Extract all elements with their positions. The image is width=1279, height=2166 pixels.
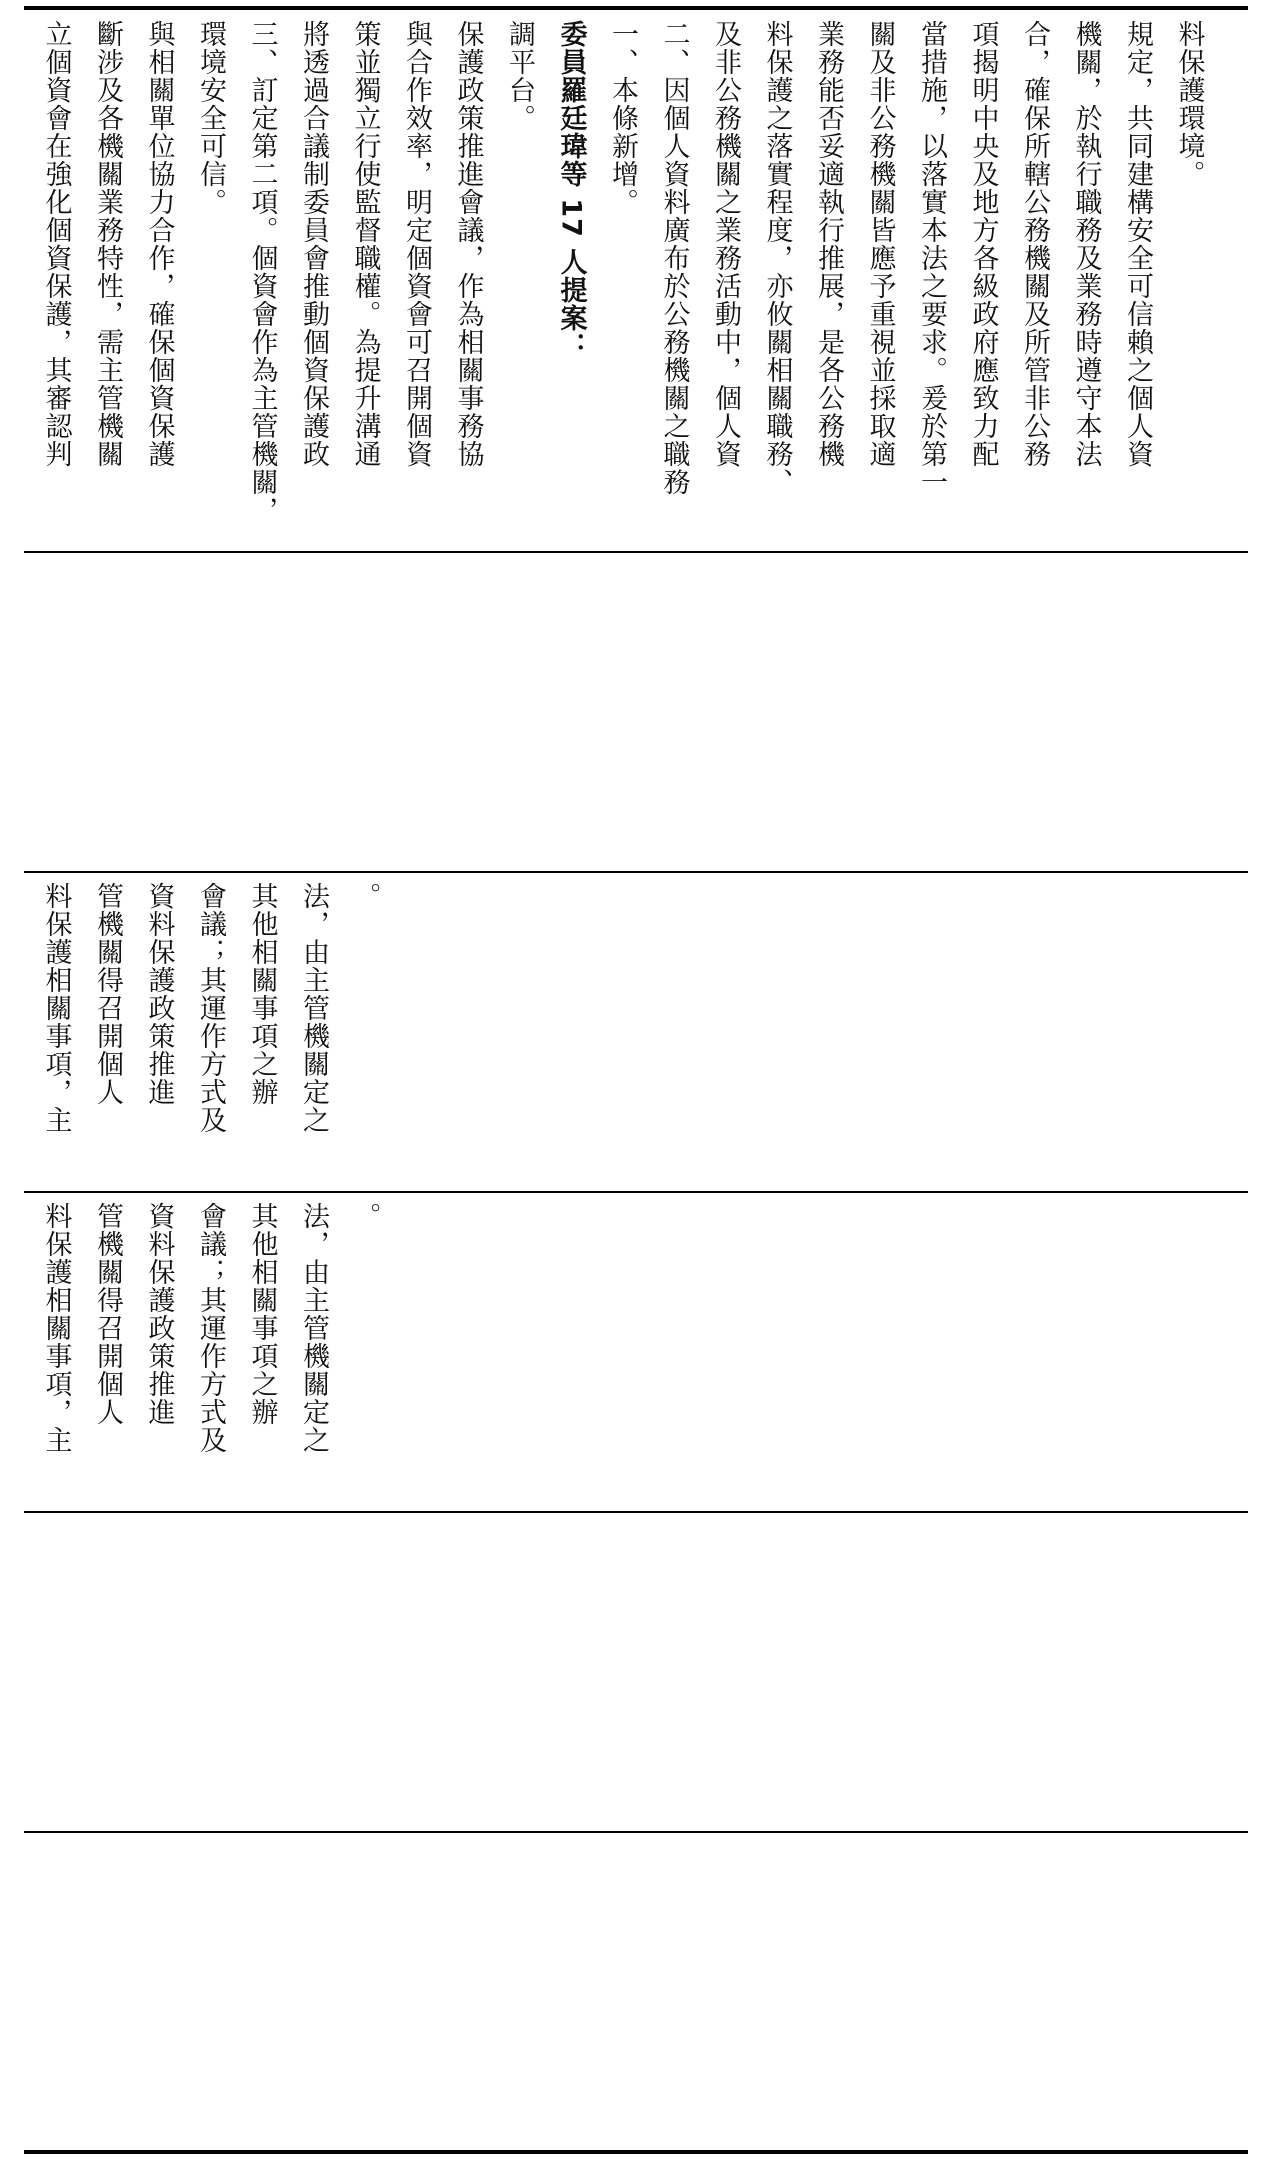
explanation-line: 一、本條新增。 <box>607 20 638 216</box>
explanation-line: 機關，於執行職務及業務時遵守本法 <box>1070 20 1102 468</box>
explanation-line: 業務能否妥適執行推展，是各公務機 <box>813 20 844 468</box>
table-bottom-border <box>24 2150 1248 2154</box>
explanation-line: 調平台。 <box>504 20 535 132</box>
explanation-line: 與合作效率，明定個資會可召開個資 <box>401 20 432 468</box>
explanation-line: 斷涉及各機關業務特性，需主管機關 <box>92 20 123 468</box>
row-divider <box>24 1831 1248 1833</box>
article-line: 其他相關事項之辦 <box>246 1202 278 1426</box>
row-divider <box>24 1191 1248 1193</box>
article-line: 法，由主管機關定之 <box>298 1202 329 1454</box>
explanation-line: 三、訂定第二項。個資會作為主管機關， <box>246 20 278 524</box>
article-line: 資料保護政策推進 <box>143 1202 175 1426</box>
explanation-line: 料保護環境。 <box>1173 20 1205 188</box>
article-line: 管機關得召開個人 <box>92 882 123 1106</box>
explanation-line: 保護政策推進會議，作為相關事務協 <box>452 20 484 468</box>
explanation-line: 環境安全可信。 <box>195 20 226 216</box>
explanation-line: 策並獨立行使監督職權。為提升溝通 <box>349 20 381 468</box>
explanation-line: 立個資會在強化個資保護，其審認判 <box>40 20 72 468</box>
explanation-line: 將透過合議制委員會推動個資保護政 <box>298 20 329 468</box>
article-line: 會議；其運作方式及 <box>195 882 226 1134</box>
explanation-line: 料保護之落實程度，亦攸關相關職務、 <box>761 20 793 496</box>
explanation-block <box>30 20 1250 540</box>
article-line: 。 <box>349 882 381 910</box>
explanation-line: 與相關單位協力合作，確保個資保護 <box>143 20 175 468</box>
article-line: 其他相關事項之辦 <box>246 882 278 1106</box>
explanation-line: 規定，共同建構安全可信賴之個人資 <box>1122 20 1153 468</box>
article-line: 料保護相關事項，主 <box>40 1202 72 1454</box>
article-line: 會議；其運作方式及 <box>195 1202 226 1454</box>
row-divider <box>24 551 1248 553</box>
explanation-line: 二、因個人資料廣布於公務機關之職務 <box>658 20 690 496</box>
explanation-line: 及非公務機關之業務活動中，個人資 <box>710 20 741 468</box>
article-line: 資料保護政策推進 <box>143 882 175 1106</box>
article-line: 料保護相關事項，主 <box>40 882 72 1134</box>
proposal-heading: 委員羅廷瑋等 17 人提案： <box>555 20 587 361</box>
article-text-cell <box>30 882 381 1172</box>
table-top-border <box>24 6 1248 10</box>
explanation-line: 項揭明中央及地方各級政府應致力配 <box>967 20 999 468</box>
article-line: 。 <box>349 1202 381 1230</box>
article-line: 法，由主管機關定之 <box>298 882 329 1134</box>
row-divider <box>24 1511 1248 1513</box>
explanation-line: 當措施，以落實本法之要求。爰於第一 <box>916 20 947 496</box>
explanation-line: 合，確保所轄公務機關及所管非公務 <box>1019 20 1050 468</box>
explanation-line: 關及非公務機關皆應予重視並採取適 <box>864 20 896 468</box>
article-text-cell <box>30 1202 381 1492</box>
row-divider <box>24 871 1248 873</box>
article-line: 管機關得召開個人 <box>92 1202 123 1426</box>
